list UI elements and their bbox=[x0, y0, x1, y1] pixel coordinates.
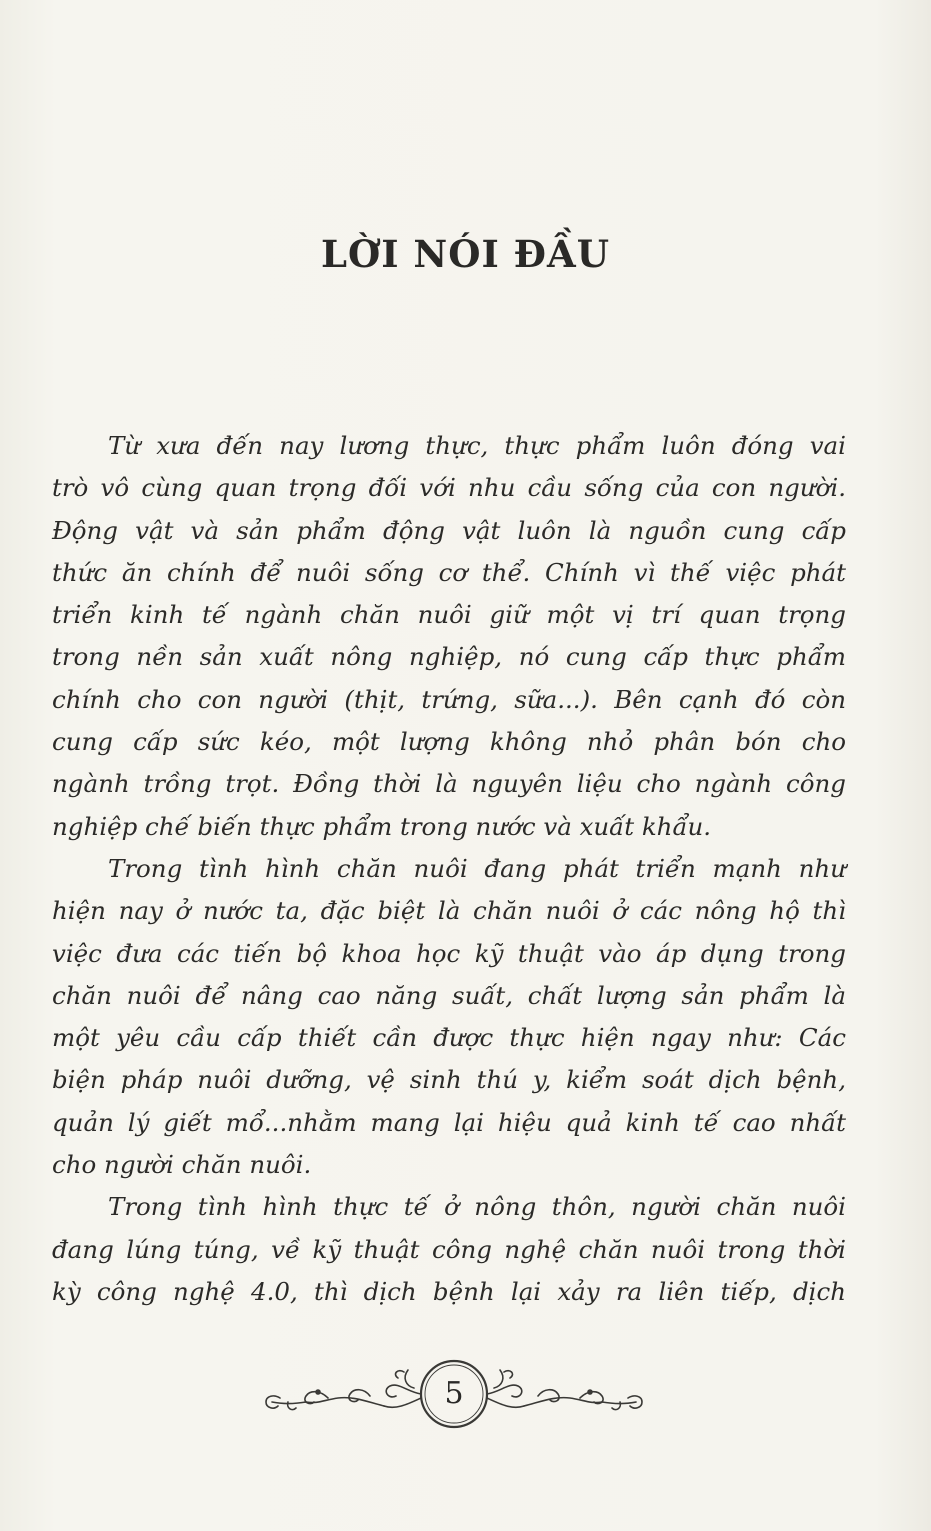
text-line: Trong tình hình chăn nuôi đang phát triển mạnh như bbox=[108, 853, 846, 883]
text-line: hiện nay ở nước ta, đặc biệt là chăn nuôi ở các nông hộ thì bbox=[52, 896, 846, 926]
text-line: thức ăn chính để nuôi sống cơ thể. Chính vì thế việc phát bbox=[52, 557, 846, 587]
text-line: việc đưa các tiến bộ khoa học kỹ thuật vào áp dụng trong bbox=[52, 938, 846, 968]
text-line: trong nền sản xuất nông nghiệp, nó cung cấp thực phẩm bbox=[52, 642, 846, 672]
page-footer-ornament bbox=[258, 1352, 650, 1436]
text-line: Từ xưa đến nay lương thực, thực phẩm luôn đóng vai bbox=[108, 431, 846, 460]
body-text bbox=[52, 425, 846, 1313]
text-line: cung cấp sức kéo, một lượng không nhỏ phân bón cho bbox=[52, 727, 846, 757]
page-number: 5 bbox=[444, 1376, 464, 1411]
text-line: Trong tình hình thực tế ở nông thôn, người chăn nuôi bbox=[108, 1192, 846, 1222]
text-line: triển kinh tế ngành chăn nuôi giữ một vị trí quan trọng bbox=[52, 600, 846, 630]
text-line: Động vật và sản phẩm động vật luôn là nguồn cung cấp bbox=[52, 515, 846, 545]
text-line: quản lý giết mổ...nhằm mang lại hiệu quả kinh tế cao nhất bbox=[52, 1107, 846, 1137]
page-title: LỜI NÓI ĐẦU bbox=[321, 232, 610, 276]
text-line: một yêu cầu cấp thiết cần được thực hiện ngay như: Các bbox=[52, 1023, 846, 1053]
text-line: chính cho con người (thịt, trứng, sữa...). Bên cạnh đó còn bbox=[52, 684, 846, 714]
text-line: trò vô cùng quan trọng đối với nhu cầu sống của con người. bbox=[52, 473, 846, 503]
text-line: biện pháp nuôi dưỡng, vệ sinh thú y, kiểm soát dịch bệnh, bbox=[52, 1065, 846, 1095]
text-line: ngành trồng trọt. Đồng thời là nguyên liệu cho ngành công bbox=[52, 769, 846, 799]
text-line: chăn nuôi để nâng cao năng suất, chất lượng sản phẩm là bbox=[52, 980, 846, 1010]
text-line: nghiệp chế biến thực phẩm trong nước và xuất khẩu. bbox=[52, 811, 712, 841]
text-line: kỳ công nghệ 4.0, thì dịch bệnh lại xảy ra liên tiếp, dịch bbox=[52, 1276, 846, 1306]
text-line: cho người chăn nuôi. bbox=[52, 1150, 312, 1180]
text-line: đang lúng túng, về kỹ thuật công nghệ chăn nuôi trong thời bbox=[52, 1234, 846, 1264]
